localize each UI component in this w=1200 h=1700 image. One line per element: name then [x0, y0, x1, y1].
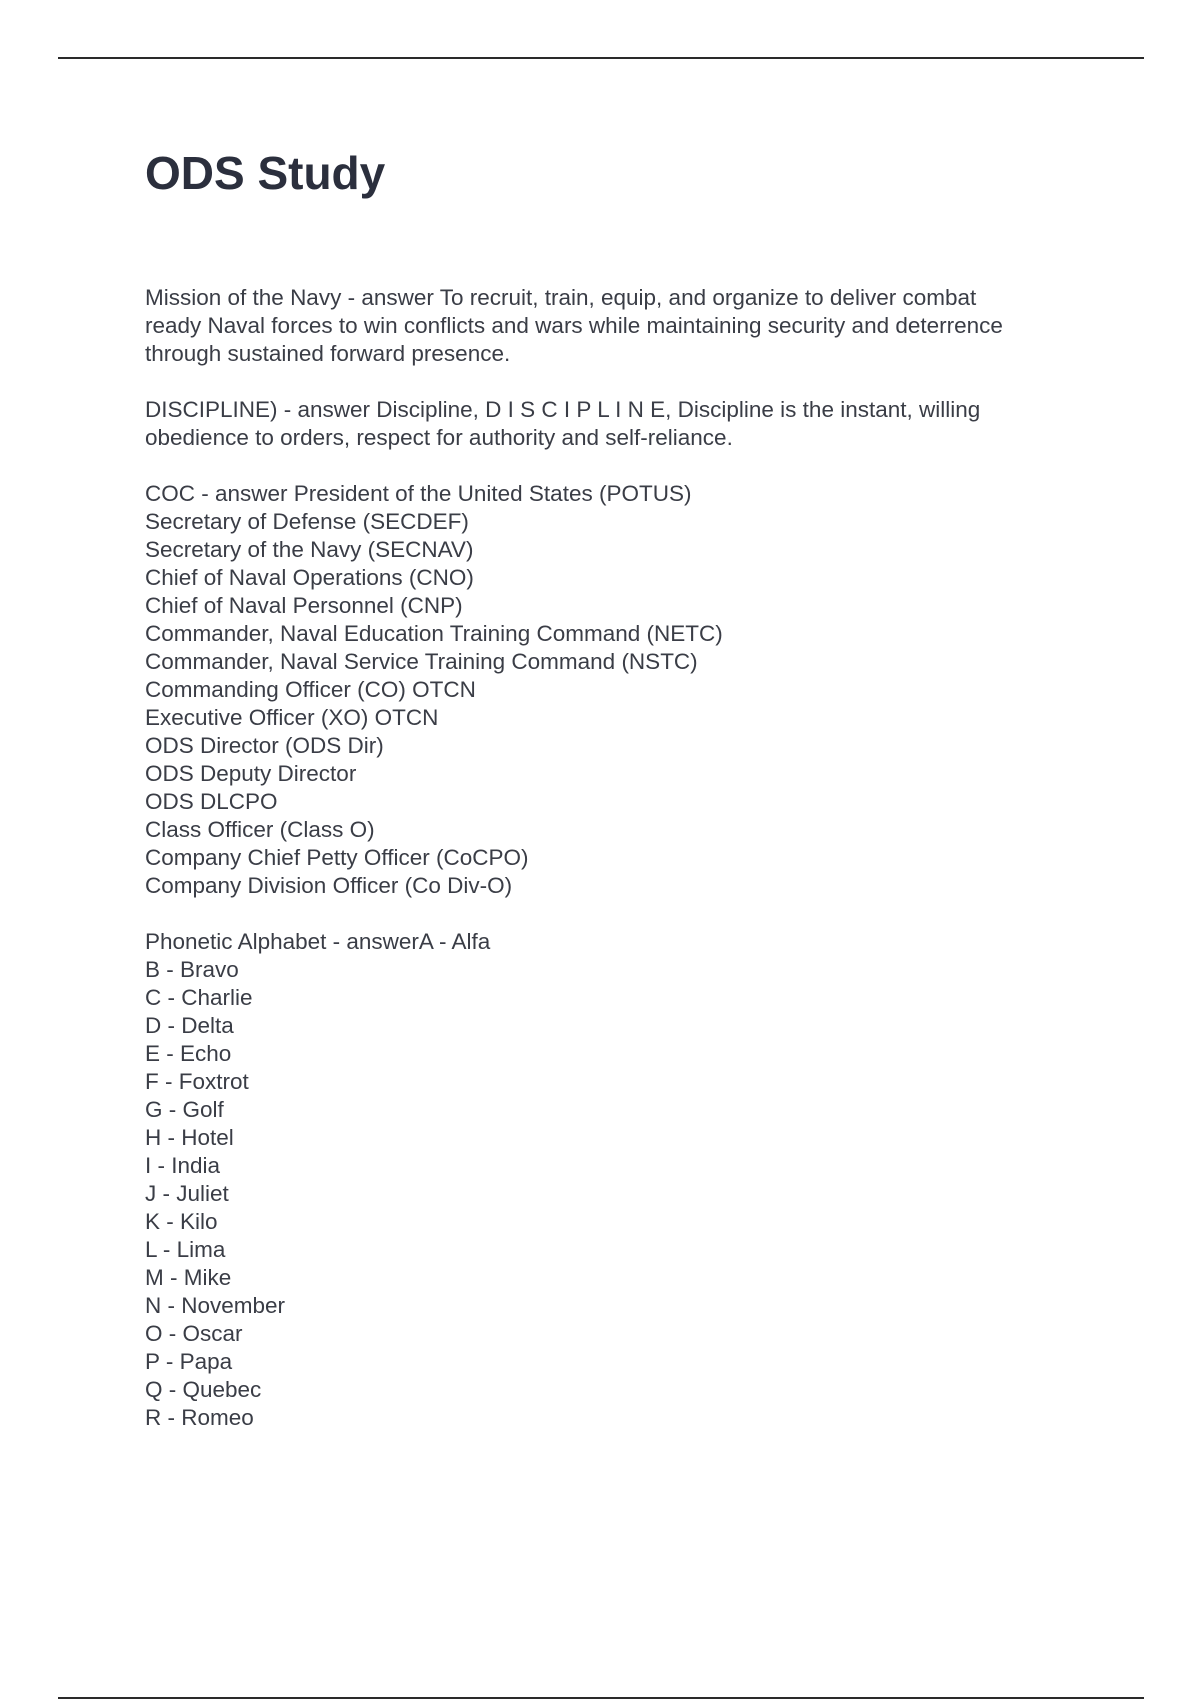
- list-item: K - Kilo: [145, 1209, 218, 1234]
- list-item: P - Papa: [145, 1349, 233, 1374]
- list-item: Company Division Officer (Co Div-O): [145, 873, 513, 898]
- list-item: COC - answer President of the United States (POTUS): [145, 481, 692, 506]
- bottom-divider: [58, 1697, 1144, 1699]
- list-item: ODS DLCPO: [145, 789, 278, 814]
- list-item: E - Echo: [145, 1041, 232, 1066]
- list-item: N - November: [145, 1293, 286, 1318]
- phonetic-alphabet-list: [145, 928, 1085, 1432]
- list-item: Class Officer (Class O): [145, 817, 375, 842]
- list-item: ODS Director (ODS Dir): [145, 733, 384, 758]
- list-item: Chief of Naval Operations (CNO): [145, 565, 474, 590]
- list-item: Secretary of Defense (SECDEF): [145, 509, 469, 534]
- document-body: [145, 284, 1085, 1460]
- list-item: Commanding Officer (CO) OTCN: [145, 677, 476, 702]
- list-item: I - India: [145, 1153, 221, 1178]
- list-item: D - Delta: [145, 1013, 234, 1038]
- list-item: Executive Officer (XO) OTCN: [145, 705, 439, 730]
- list-item: J - Juliet: [145, 1181, 229, 1206]
- list-item: R - Romeo: [145, 1405, 254, 1430]
- list-item: Phonetic Alphabet - answerA - Alfa: [145, 929, 491, 954]
- mission-paragraph: [145, 284, 1085, 368]
- discipline-paragraph: [145, 396, 1085, 452]
- list-item: Commander, Naval Education Training Command (NETC): [145, 621, 723, 646]
- list-item: Company Chief Petty Officer (CoCPO): [145, 845, 529, 870]
- list-item: ODS Deputy Director: [145, 761, 357, 786]
- list-item: Secretary of the Navy (SECNAV): [145, 537, 474, 562]
- list-item: L - Lima: [145, 1237, 226, 1262]
- list-item: G - Golf: [145, 1097, 224, 1122]
- top-divider: [58, 57, 1144, 59]
- list-item: Q - Quebec: [145, 1377, 262, 1402]
- text-line: ready Naval forces to win conflicts and wars while maintaining security and deterrence: [145, 313, 1003, 338]
- text-line: DISCIPLINE) - answer Discipline, D I S C I P L I N E, Discipline is the instant, willing: [145, 397, 981, 422]
- chain-of-command-list: [145, 480, 1085, 900]
- list-item: Commander, Naval Service Training Command (NSTC): [145, 649, 698, 674]
- list-item: Chief of Naval Personnel (CNP): [145, 593, 463, 618]
- text-line: obedience to orders, respect for authority and self-reliance.: [145, 425, 733, 450]
- list-item: F - Foxtrot: [145, 1069, 249, 1094]
- text-line: through sustained forward presence.: [145, 341, 511, 366]
- page-title: ODS Study: [145, 147, 386, 199]
- text-line: Mission of the Navy - answer To recruit, train, equip, and organize to deliver combat: [145, 285, 977, 310]
- list-item: M - Mike: [145, 1265, 232, 1290]
- list-item: H - Hotel: [145, 1125, 234, 1150]
- list-item: C - Charlie: [145, 985, 253, 1010]
- list-item: B - Bravo: [145, 957, 239, 982]
- list-item: O - Oscar: [145, 1321, 243, 1346]
